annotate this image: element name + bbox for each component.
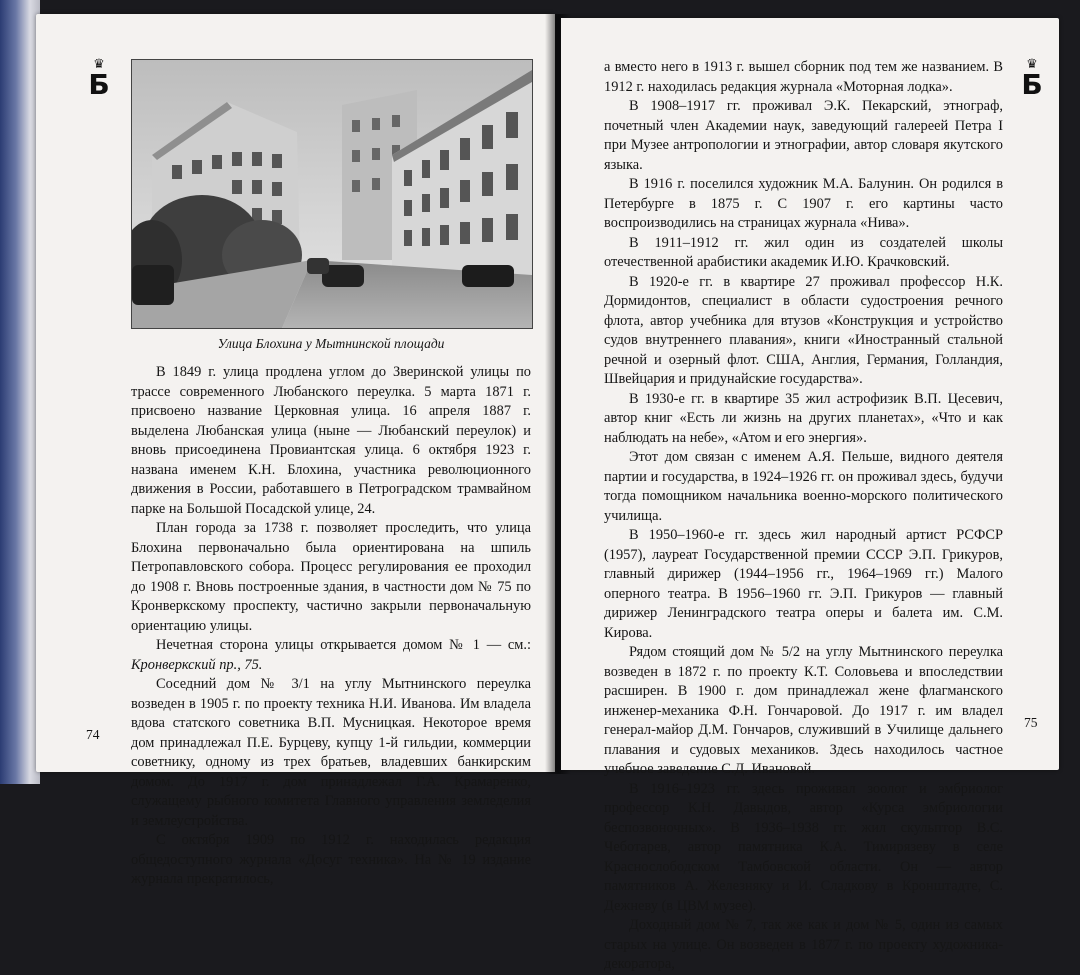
paragraph: В 1930-е гг. в квартире 35 жил астрофизик В.П. Цесевич, автор книг «Есть ли жизнь на других планетах», «Что и как наблюдать на небе», «Атом и его энергия». — [604, 390, 1003, 446]
paragraph: В 1916–1923 гг. здесь проживал зоолог и эмбриолог профессор К.Н. Давыдов, автор «Курса эмбриологии беспозвоночных». В 1936–1938 гг. жил скульптор В.С. Чеботарев, автор памятника К.А. Тимирязеву в селе Краснослободском Тамбовской области. Он — автор памятников А. Железняку и И. Сладкову в Кронштадте, С. Дежневу (в ЦВМ музее). — [604, 780, 1003, 914]
street-photo — [131, 59, 533, 329]
paragraph: Этот дом связан с именем А.Я. Пельше, видного деятеля партии и государства, в 1924–1926 гг. он проживал здесь, будучи тогда помощником начальника военно-морского политического училища. — [604, 449, 1003, 524]
cross-reference: Кронверкский пр., 75. — [131, 656, 263, 673]
book-cover-edge — [0, 0, 40, 784]
section-logo — [84, 58, 114, 99]
section-letter: Б — [1021, 68, 1043, 101]
left-page — [36, 14, 555, 887]
right-page-text — [604, 58, 1003, 975]
paragraph: В 1916 г. поселился художник М.А. Балунин. Он родился в Петербурге в 1875 г. С 1907 г. его картины часто воспроизводились на страницах журнала «Нива». — [604, 176, 1003, 231]
odd-side-text: Нечетная сторона улицы открывается домом № 1 — см.: — [156, 637, 531, 653]
paragraph: Соседний дом № 3/1 на углу Мытнинского переулка возведен в 1905 г. по проекту техника Н.И. Иванова. Им владела вдова статского советника В.П. Мусницкая. Некоторое время дом принадлежал П.Е. Бурцеву, купцу 1-й гильдии, коммерции советнику, одному из трех братьев, владевших банкирским домом. До 1917 г. дом принадлежал Г.А. Крамаренко, служащему рыбного комитета Главного управления земледелия и землеустройства. — [131, 676, 531, 829]
paragraph: Рядом стоящий дом № 5/2 на углу Мытнинского переулка возведен в 1872 г. по проекту К.Т. Соловьева и впоследствии расширен. В 1900 г. дом принадлежал жене флагманского инженер-механика Ф.Н. Гончаровой. До 1917 г. им владел генерал-майор Д.М. Гончаров, служивший в Училище дальнего плавания и судовых механиков. Здесь находилось частное учебное заведение С.Д. Ивановой. — [604, 644, 1003, 777]
section-letter: Б — [88, 68, 110, 101]
right-page — [561, 18, 1059, 972]
paragraph: План города за 1738 г. позволяет проследить, что улица Блохина первоначально была ориентирована на шпиль Петропавловского собора. Процесс регулирования ее проходил до 1908 г. Вновь построенные здания, в частности дом № 75 по Кронверкскому проспекту, частично закрыли первоначальную ориентацию улицы. — [131, 520, 531, 634]
paragraph: В 1908–1917 гг. проживал Э.К. Пекарский, этнограф, почетный член Академии наук, заведующий галереей Петра I при Музее антропологии и этнографии, автор словаря якутского языка. — [604, 98, 1003, 173]
crown-icon: ♛ — [93, 57, 105, 72]
paragraph: С октября 1909 по 1912 г. находилась редакция общедоступного журнала «Досуг техника». На № 19 издание журнала прекратилось, — [131, 832, 531, 887]
paragraph: В 1950–1960-е гг. здесь жил народный артист РСФСР (1957), лауреат Государственной премии СССР Э.П. Грикуров, главный дирижер (1944–1956 гг., 1964–1969 гг.) Малого оперного театра. В 1956–1960 гг. Э.П. Грикуров — главный дирижер Ленинградского театра оперы и балета им. С.М. Кирова. — [604, 527, 1003, 641]
paragraph: В 1920-е гг. в квартире 27 проживал профессор Н.К. Дормидонтов, специалист в области судостроения речного флота, автор учебника для втузов «Конструкция и устройство судов внутреннего плавания», книги «Иностранный стальной речной и озерный флот. США, Англия, Германия, Голландия, Швейцария и придунайские государства». — [604, 273, 1003, 387]
photo-caption: Улица Блохина у Мытнинской площади — [217, 336, 445, 351]
paragraph: В 1911–1912 гг. жил один из создателей школы отечественной арабистики академик И.Ю. Крачковский. — [604, 234, 1003, 270]
paragraph: В 1849 г. улица продлена углом до Зверинской улицы по трассе современного Любанского переулка. 5 марта 1871 г. присвоено название Церковная улица. 16 апреля 1887 г. выделена Любанская улица (ныне — Любанский переулок) и вновь присоединена Провиантская улица. 6 октября 1923 г. названа именем К.Н. Блохина, участника революционного движения в России, работавшего в Петроградском трамвайном парке на Большой Посадской улице, 24. — [131, 364, 531, 517]
paragraph — [131, 636, 531, 675]
section-logo — [1017, 58, 1047, 99]
page-number: 75 — [1024, 715, 1038, 730]
paragraph: Доходный дом № 7, так же как и дом № 5, один из самых старых на улице. Он возведен в 1877 г. по проекту художника-декоратора, — [604, 917, 1003, 972]
paragraph-continued: а вместо него в 1913 г. вышел сборник под тем же названием. В 1912 г. находилась редакция журнала «Моторная лодка». — [604, 59, 1003, 95]
crown-icon: ♛ — [1026, 57, 1038, 72]
left-page-text — [131, 363, 531, 890]
page-number: 74 — [86, 727, 100, 742]
